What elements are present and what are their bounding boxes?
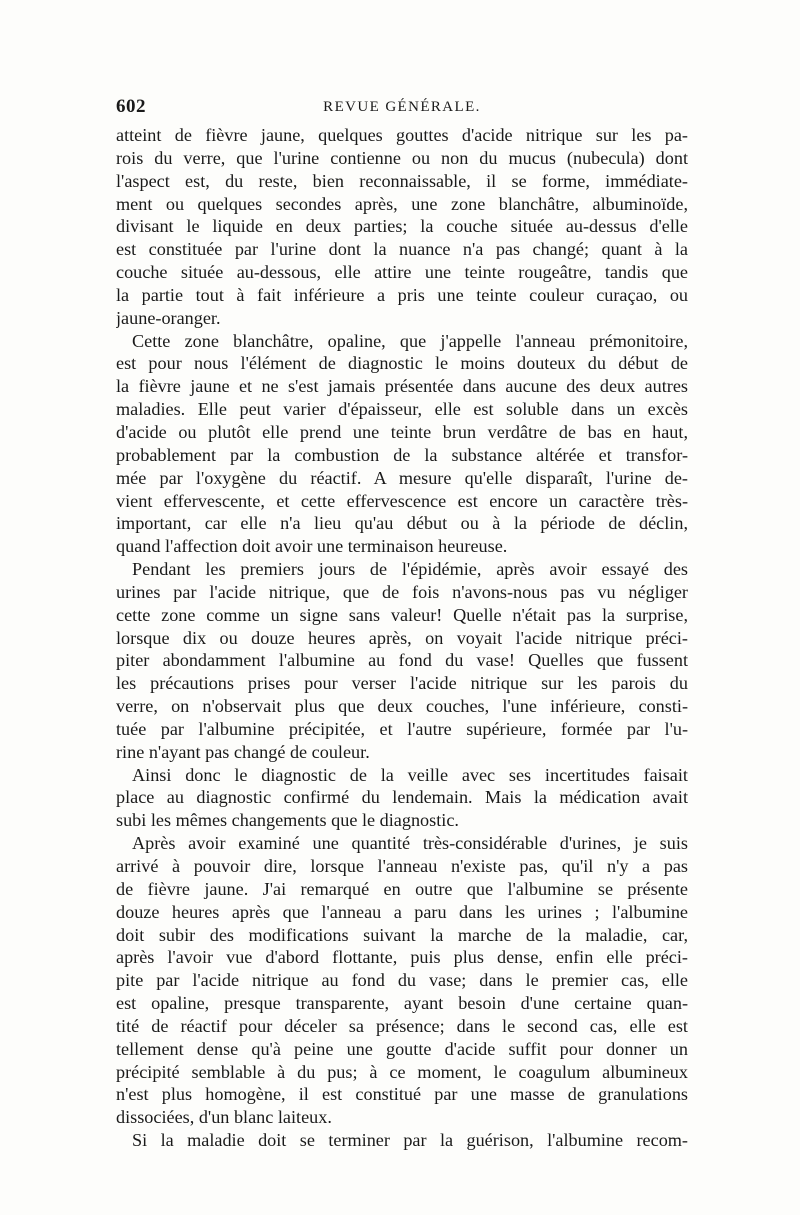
text-line: probablement par la combustion de la substance altérée et transfor- — [116, 444, 688, 465]
text-line: mée par l'oxygène du réactif. A mesure qu'elle disparaît, l'urine de- — [116, 467, 688, 488]
paragraph-first-line: Après avoir examiné une quantité très-considérable d'urines, je suis — [132, 833, 688, 854]
text-line: n'est plus homogène, il est constitué par une masse de granulations — [116, 1084, 688, 1105]
text-line: ment ou quelques secondes après, une zone blanchâtre, albuminoïde, — [116, 193, 688, 214]
page-number: 602 — [116, 96, 146, 117]
text-line: douze heures après que l'anneau a paru dans les urines ; l'albumine — [116, 901, 688, 922]
text-line: subi les mêmes changements que le diagnostic. — [116, 810, 459, 831]
text-line: après l'avoir vue d'abord flottante, puis plus dense, enfin elle préci- — [116, 947, 688, 968]
text-line: arrivé à pouvoir dire, lorsque l'anneau n'existe pas, qu'il n'y a pas — [116, 856, 688, 876]
text-line: place au diagnostic confirmé du lendemain. Mais la médication avait — [116, 787, 688, 808]
text-line: quand l'affection doit avoir une terminaison heureuse. — [116, 536, 508, 557]
text-line: rine n'ayant pas changé de couleur. — [116, 741, 370, 762]
text-line: précipité semblable à du pus; à ce moment, le coagulum albumineux — [116, 1061, 688, 1082]
text-line: jaune-oranger. — [116, 307, 221, 328]
text-line: les précautions prises pour verser l'acide nitrique sur les parois du — [116, 673, 688, 694]
text-line: divisant le liquide en deux parties; la couche située au-dessus d'elle — [116, 216, 688, 237]
text-line: rois du verre, que l'urine contienne ou non du mucus (nubecula) dont — [116, 147, 688, 168]
paragraph-first-line: Pendant les premiers jours de l'épidémie, après avoir essayé des — [132, 559, 688, 580]
text-line: urines par l'acide nitrique, que de fois n'avons-nous pas vu négliger — [116, 581, 688, 602]
text-line: est opaline, presque transparente, ayant besoin d'une certaine quan- — [116, 993, 688, 1014]
text-line: pite par l'acide nitrique au fond du vase; dans le premier cas, elle — [116, 970, 688, 991]
text-line: l'aspect est, du reste, bien reconnaissable, il se forme, immédiate- — [116, 170, 688, 191]
text-line: tellement dense qu'à peine une goutte d'acide suffit pour donner un — [116, 1038, 688, 1059]
text-line: couche située au-dessous, elle attire une teinte rougeâtre, tandis que — [116, 262, 688, 283]
text-line: piter abondamment l'albumine au fond du vase! Quelles que fussent — [116, 650, 688, 671]
text-line: vient effervescente, et cette effervescence est encore un caractère très- — [116, 490, 688, 511]
text-line: maladies. Elle peut varier d'épaisseur, elle est soluble dans un excès — [116, 399, 688, 420]
journal-title: REVUE GÉNÉRALE. — [323, 99, 481, 115]
text-line: atteint de fièvre jaune, quelques gouttes d'acide nitrique sur les pa- — [116, 125, 688, 145]
text-line: la fièvre jaune et ne s'est jamais présentée dans aucune des deux autres — [116, 376, 688, 397]
text-line: tité de réactif pour déceler sa présence; dans le second cas, elle est — [116, 1015, 688, 1036]
text-line: d'acide ou plutôt elle prend une teinte brun verdâtre de bas en haut, — [116, 421, 688, 442]
text-line: est pour nous l'élément de diagnostic le moins douteux du début de — [116, 353, 688, 374]
text-line: important, car elle n'a lieu qu'au début ou à la période de déclin, — [116, 513, 688, 534]
paragraph-first-line: Cette zone blanchâtre, opaline, que j'appelle l'anneau prémonitoire, — [132, 330, 688, 351]
text-line: doit subir des modifications suivant la marche de la maladie, car, — [116, 924, 688, 945]
paragraph-first-line: Si la maladie doit se terminer par la guérison, l'albumine recom- — [132, 1130, 688, 1151]
running-header — [116, 96, 688, 126]
text-line: dissociées, d'un blanc laiteux. — [116, 1107, 332, 1128]
text-line: de fièvre jaune. J'ai remarqué en outre que l'albumine se présente — [116, 878, 688, 899]
text-line: tuée par l'albumine précipitée, et l'autre supérieure, formée par l'u- — [116, 718, 688, 739]
text-line: la partie tout à fait inférieure a pris une teinte couleur curaçao, ou — [116, 284, 688, 305]
body-text — [116, 124, 688, 1152]
text-line: lorsque dix ou douze heures après, on voyait l'acide nitrique préci- — [116, 627, 688, 648]
text-line: est constituée par l'urine dont la nuance n'a pas changé; quant à la — [116, 239, 688, 260]
text-line: cette zone comme un signe sans valeur! Quelle n'était pas la surprise, — [116, 604, 688, 625]
text-line: verre, on n'observait plus que deux couches, l'une inférieure, consti- — [116, 696, 688, 717]
paragraph-first-line: Ainsi donc le diagnostic de la veille avec ses incertitudes faisait — [132, 764, 688, 785]
